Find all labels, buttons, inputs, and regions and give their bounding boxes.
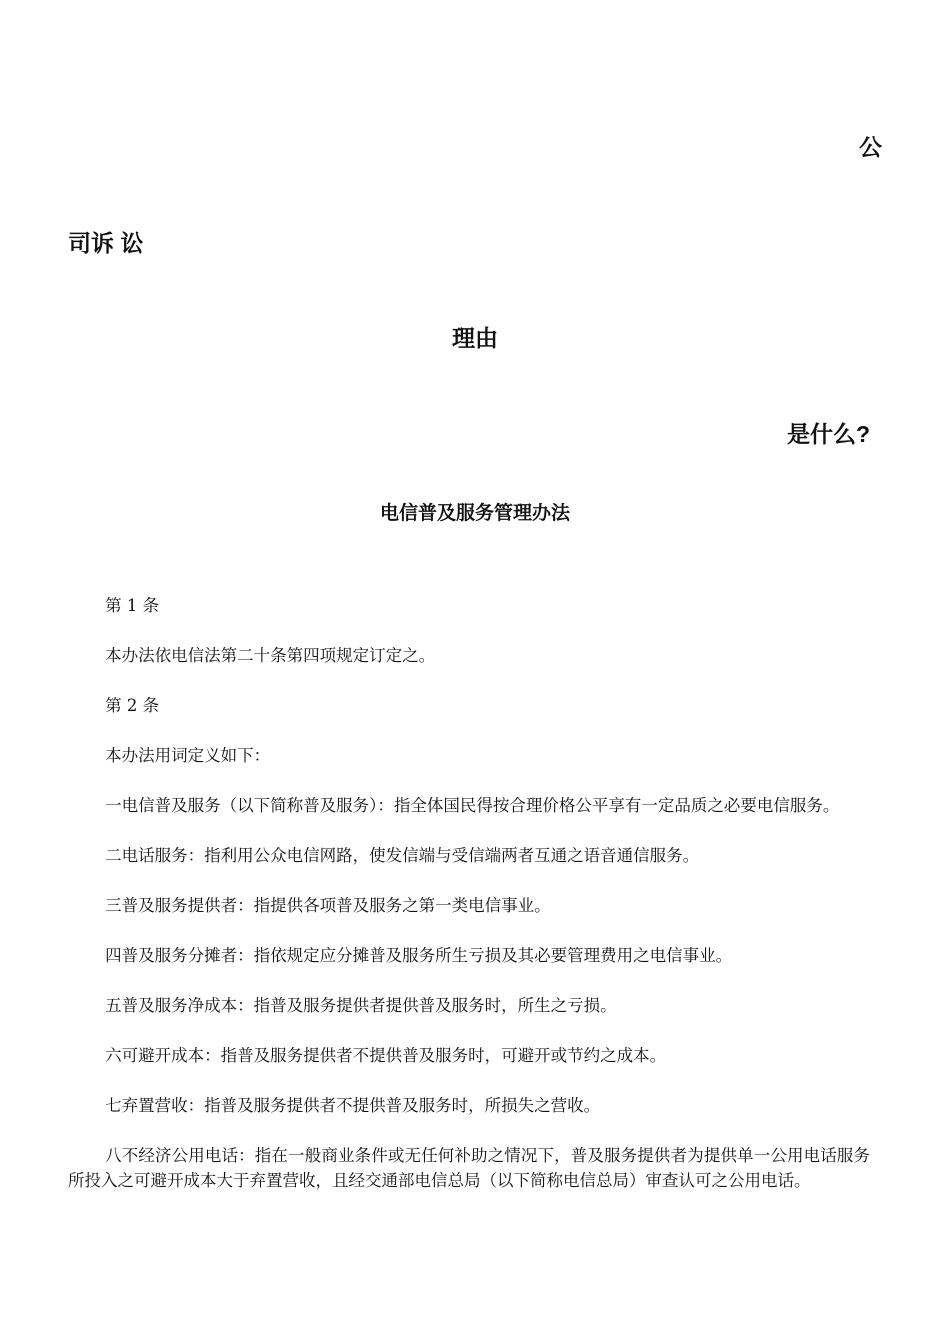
article-heading: 第 1 条 <box>105 596 160 615</box>
article-paragraph: 本办法依电信法第二十条第四项规定订定之。 <box>105 646 436 665</box>
heading-fragment-liyou: 理由 <box>452 325 498 351</box>
definition-item: 一电信普及服务（以下简称普及服务）：指全体国民得按合理价格公平享有一定品质之必要电信服务。 <box>105 796 840 815</box>
definition-item: 五普及服务净成本：指普及服务提供者提供普及服务时，所生之亏损。 <box>105 996 617 1015</box>
heading-fragment-shishenme: 是什么? <box>786 421 870 447</box>
definition-item: 六可避开成本：指普及服务提供者不提供普及服务时，可避开或节约之成本。 <box>105 1046 667 1065</box>
definition-item: 二电话服务：指利用公众电信网路，使发信端与受信端两者互通之语音通信服务。 <box>105 846 700 865</box>
heading-fragment-susong: 司诉 讼 <box>68 230 144 256</box>
definition-item: 四普及服务分摊者：指依规定应分摊普及服务所生亏损及其必要管理费用之电信事业。 <box>105 946 733 965</box>
document-title: 电信普及服务管理办法 <box>379 503 570 524</box>
definition-item: 八不经济公用电话：指在一般商业条件或无任何补助之情况下，普及服务提供者为提供单一公用电话服务所投入之可避开成本大于弃置营收，且经交通部电信总局（以下简称电信总局）审查认可之公用电话。 <box>68 1146 870 1190</box>
article-heading: 第 2 条 <box>105 696 160 715</box>
definition-item: 三普及服务提供者：指提供各项普及服务之第一类电信事业。 <box>105 896 551 915</box>
definition-item: 七弃置营收：指普及服务提供者不提供普及服务时，所损失之营收。 <box>105 1096 601 1115</box>
document-body <box>68 593 870 1218</box>
heading-fragment-gong: 公 <box>859 134 882 160</box>
article-paragraph: 本办法用词定义如下： <box>105 746 271 765</box>
